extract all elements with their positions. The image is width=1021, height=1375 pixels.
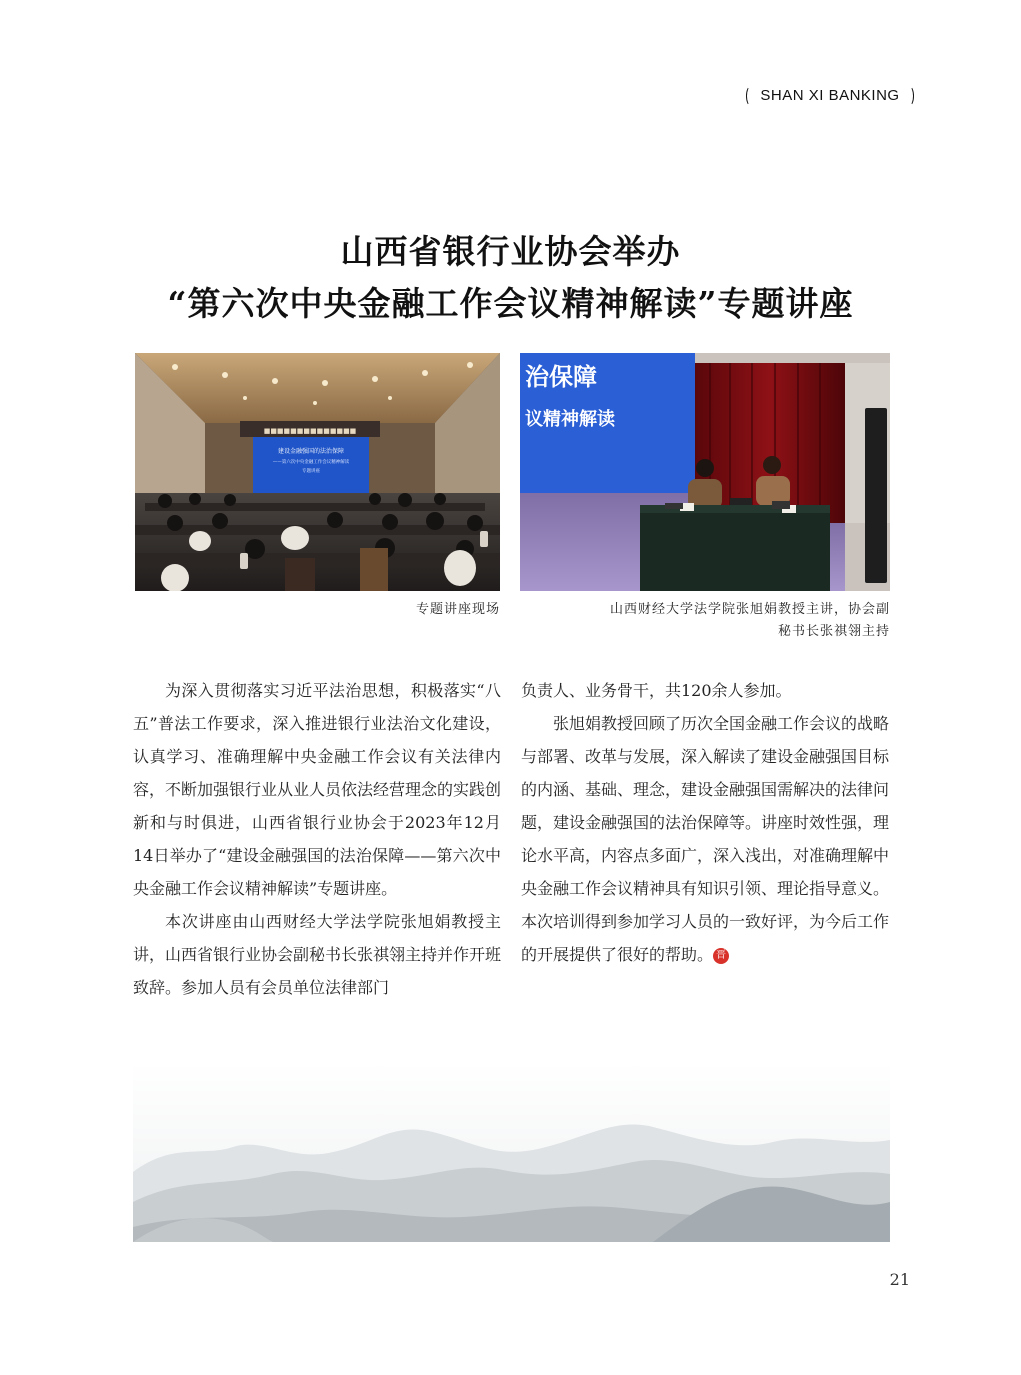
article-title-line-1: 山西省银行业协会举办 [340, 232, 681, 271]
article-column-left [133, 674, 501, 1004]
magazine-section-tag: SHAN XI BANKING [746, 84, 914, 106]
end-of-article-icon: 晋 [713, 948, 729, 964]
article-paragraph-3: 张旭娟教授回顾了历次全国金融工作会议的战略与部署、改革与发展，深入解读了建设金融强国目标的内涵、基础、理念，建设金融强国需解决的法律问题，建设金融强国的法治保障等。讲座时效性强，理论水平高，内容点多面广，深入浅出，对准确理解中央金融工作会议精神具有知识引领、理论指导意义。本次培训得到参加学习人员的一致好评，为今后工作的开展提供了很好的帮助。 [521, 714, 890, 964]
page-number: 21 [889, 1270, 910, 1289]
article-paragraph-2-continued: 负责人、业务骨干，共120余人参加。 [521, 681, 792, 700]
article-column-right [521, 674, 889, 971]
speakers-stage-photo [520, 353, 890, 591]
photo-caption-lecture-hall: 专题讲座现场 [415, 602, 500, 617]
screen-title-line: 建设金融强国的法治保障 [277, 448, 345, 455]
article-paragraph-3-wrapper [521, 707, 889, 971]
svg-text:■■■■■■■■■■■■■■: ■■■■■■■■■■■■■■ [263, 427, 357, 435]
lecture-screen [253, 437, 369, 499]
photo-caption-speakers [520, 599, 890, 643]
article-paragraph-1: 为深入贯彻落实习近平法治思想，积极落实“八五”普法工作要求，深入推进银行业法治文化建设，认真学习、准确理解中央金融工作会议有关法律内容，不断加强银行业从业人员依法经营理念的实践创新和与时俱进，山西省银行业协会于2023年12月14日举办了“建设金融强国的法治保障——第六次中央金融工作会议精神解读”专题讲座。 [133, 681, 502, 898]
photo-caption-speakers-line-1: 山西财经大学法学院张旭娟教授主讲，协会副 [609, 602, 890, 617]
article-title-line-2: “第六次中央金融工作会议精神解读”专题讲座 [167, 284, 854, 323]
screen-session-line: 专题讲座 [302, 469, 320, 474]
screen-subtitle-line: ——第六次中央金融工作会议精神解读 [272, 460, 350, 465]
article-paragraph-2: 本次讲座由山西财经大学法学院张旭娟教授主讲，山西省银行业协会副秘书长张祺翎主持并作开班致辞。参加人员有会员单位法律部门 [133, 912, 502, 997]
projection-screen-line-2: 议精神解读 [525, 409, 615, 430]
photo-caption-speakers-line-2: 秘书长张祺翎主持 [777, 624, 890, 639]
lecture-hall-photo [135, 353, 500, 591]
ink-mountain-illustration [133, 1062, 890, 1242]
projection-screen-line-1: 治保障 [525, 363, 597, 391]
